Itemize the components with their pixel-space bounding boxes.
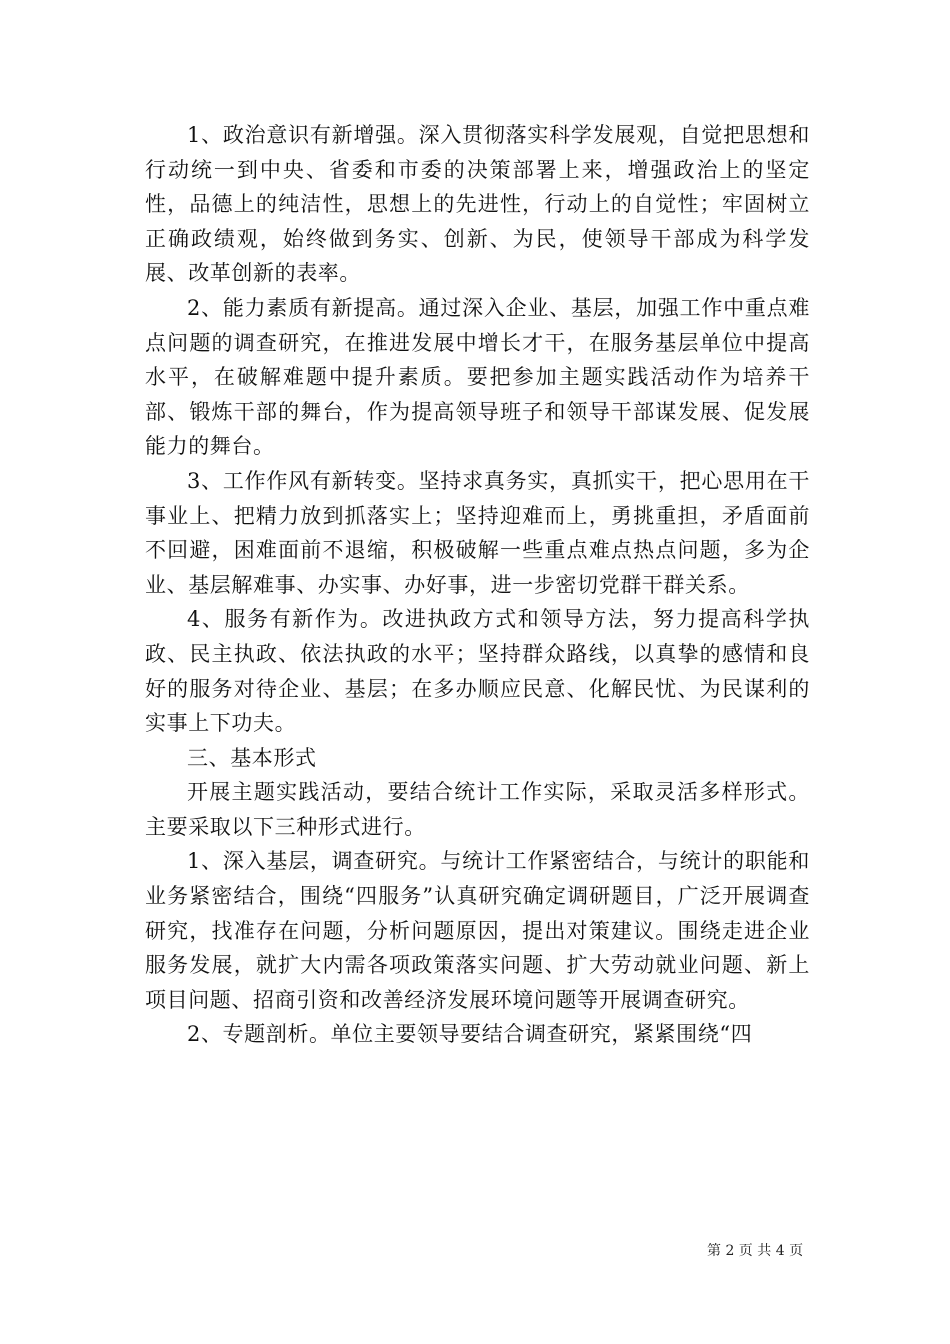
paragraph-work-style: 3、工作作风有新转变。坚持求真务实，真抓实干，把心思用在干事业上、把精力放到抓落实上；坚持迎难而上，勇挑重担，矛盾面前不回避，困难面前不退缩，积极破解一些重点难点热点问题，多为企业、基层解难事、办实事、办好事，进一步密切党群干群关系。 bbox=[145, 468, 810, 597]
paragraph-forms-intro: 开展主题实践活动，要结合统计工作实际，采取灵活多样形式。主要采取以下三种形式进行。 bbox=[145, 780, 810, 839]
section-heading-basic-forms: 三、基本形式 bbox=[187, 745, 317, 770]
paragraph-special-analysis: 2、专题剖析。单位主要领导要结合调查研究，紧紧围绕“四 bbox=[187, 1022, 753, 1047]
paragraph-grassroots-research: 1、深入基层，调查研究。与统计工作紧密结合，与统计的职能和业务紧密结合，围绕“四服务”认真研究确定调研题目，广泛开展调查研究，找准存在问题，分析问题原因，提出对策建议。围绕走进企业服务发展，就扩大内需各项政策落实问题、扩大劳动就业问题、新上项目问题、招商引资和改善经济发展环境问题等开展调查研究。 bbox=[145, 849, 810, 1012]
paragraph-service: 4、服务有新作为。改进执政方式和领导方法，努力提高科学执政、民主执政、依法执政的水平；坚持群众路线，以真挚的感情和良好的服务对待企业、基层；在多办顺应民意、化解民忧、为民谋利的实事上下功夫。 bbox=[145, 607, 810, 736]
document-body bbox=[145, 118, 810, 1052]
paragraph-political-awareness: 1、政治意识有新增强。深入贯彻落实科学发展观，自觉把思想和行动统一到中央、省委和市委的决策部署上来，增强政治上的坚定性，品德上的纯洁性，思想上的先进性，行动上的自觉性；牢固树立正确政绩观，始终做到务实、创新、为民，使领导干部成为科学发展、改革创新的表率。 bbox=[145, 123, 810, 286]
paragraph-ability-quality: 2、能力素质有新提高。通过深入企业、基层，加强工作中重点难点问题的调查研究，在推进发展中增长才干，在服务基层单位中提高水平，在破解难题中提升素质。要把参加主题实践活动作为培养干部、锻炼干部的舞台，作为提高领导班子和领导干部谋发展、促发展能力的舞台。 bbox=[145, 295, 810, 459]
page-number: 第 2 页 共 4 页 bbox=[707, 1243, 804, 1259]
